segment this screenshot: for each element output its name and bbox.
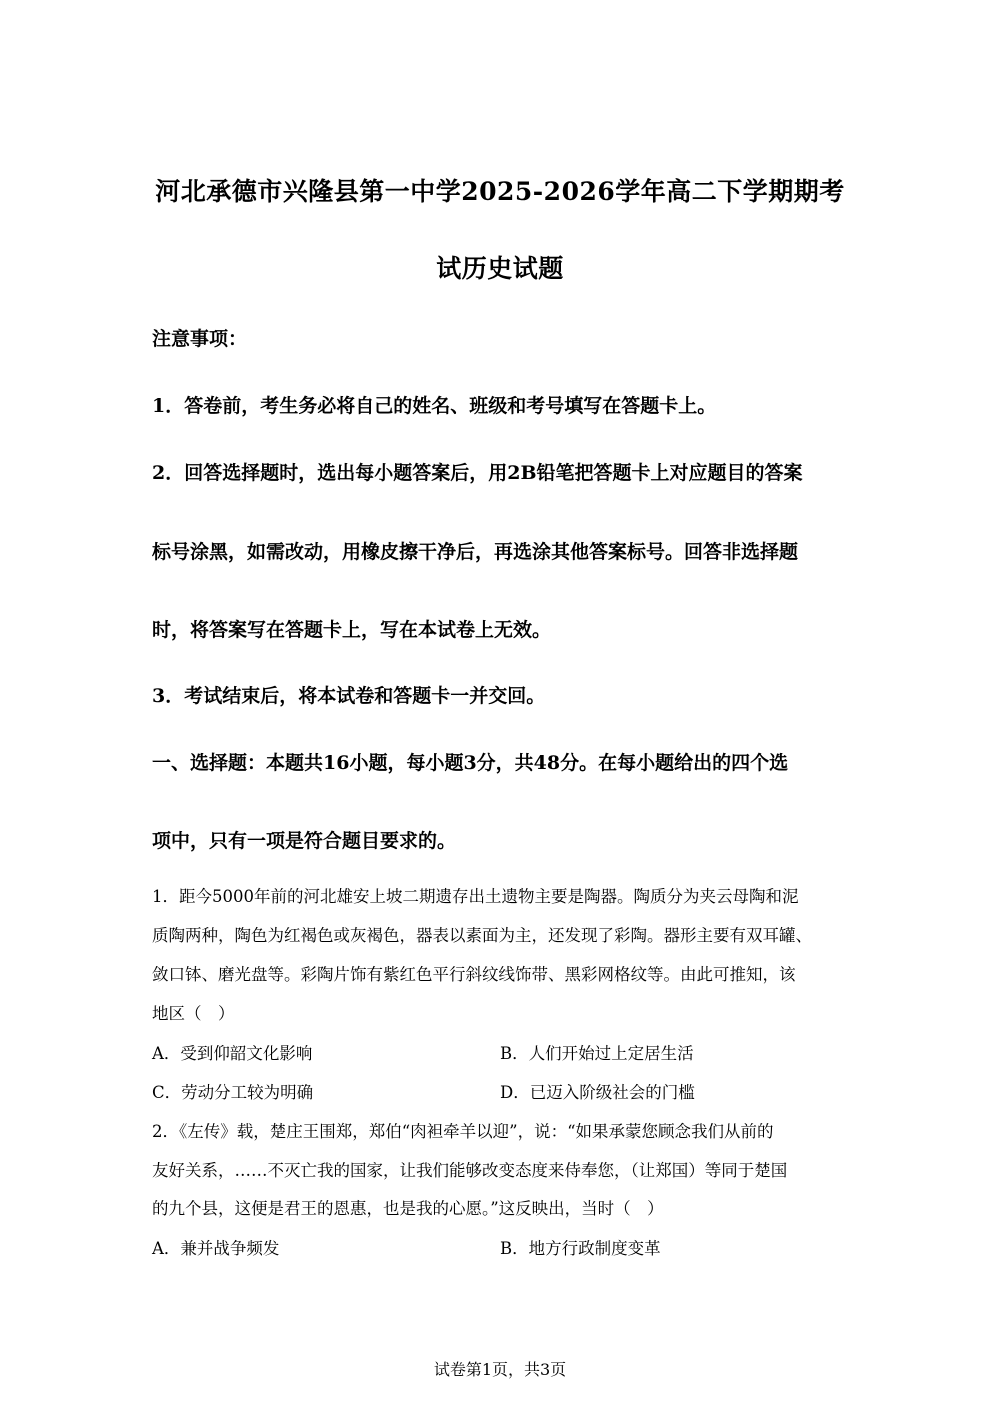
question-2-line-1: 2．《左传》载，楚庄王围郑，郑伯“肉袒牵羊以迎”，说：“如果承蒙您顾念我们从前的 bbox=[152, 1122, 774, 1141]
notice-item-1: 1．答卷前，考生务必将自己的姓名、班级和考号填写在答题卡上。 bbox=[152, 395, 717, 417]
question-1-line-4: 地区（ ） bbox=[152, 1004, 235, 1023]
notice-heading: 注意事项： bbox=[152, 328, 248, 350]
question-2-option-a: A．兼并战争频发 bbox=[152, 1239, 280, 1258]
exam-title-line-1: 河北承德市兴隆县第一中学2025-2026学年高二下学期期考 bbox=[155, 177, 845, 206]
notice-item-2-line-3: 时，将答案写在答题卡上，写在本试卷上无效。 bbox=[152, 619, 552, 641]
question-1-option-a: A．受到仰韶文化影响 bbox=[152, 1044, 313, 1063]
question-2-line-3: 的九个县，这便是君王的恩惠，也是我的心愿。”这反映出，当时（ ） bbox=[152, 1199, 664, 1218]
notice-item-3: 3．考试结束后，将本试卷和答题卡一并交回。 bbox=[152, 685, 546, 707]
question-1-option-b: B．人们开始过上定居生活 bbox=[500, 1044, 694, 1063]
notice-item-2-line-2: 标号涂黑，如需改动，用橡皮擦干净后，再选涂其他答案标号。回答非选择题 bbox=[152, 541, 799, 563]
question-1-option-c: C．劳动分工较为明确 bbox=[152, 1083, 314, 1102]
question-2-option-b: B．地方行政制度变革 bbox=[500, 1239, 661, 1258]
section-heading-line-1: 一、选择题：本题共16小题，每小题3分，共48分。在每小题给出的四个选 bbox=[152, 752, 789, 774]
question-1-option-d: D．已迈入阶级社会的门槛 bbox=[500, 1083, 695, 1102]
question-1-line-3: 敛口钵、磨光盘等。彩陶片饰有紫红色平行斜纹线饰带、黑彩网格纹等。由此可推知，该 bbox=[152, 965, 796, 984]
question-1-line-2: 质陶两种，陶色为红褐色或灰褐色，器表以素面为主，还发现了彩陶。器形主要有双耳罐、 bbox=[152, 926, 812, 945]
section-heading-line-2: 项中，只有一项是符合题目要求的。 bbox=[152, 830, 457, 852]
notice-item-2-line-1: 2．回答选择题时，选出每小题答案后，用2B铅笔把答题卡上对应题目的答案 bbox=[152, 462, 803, 484]
question-2-line-2: 友好关系，……不灭亡我的国家，让我们能够改变态度来侍奉您，（让郑国）等同于楚国 bbox=[152, 1161, 788, 1180]
question-1-line-1: 1．距今5000年前的河北雄安上坡二期遗存出土遗物主要是陶器。陶质分为夹云母陶和泥 bbox=[152, 887, 799, 906]
page-footer: 试卷第1页，共3页 bbox=[433, 1360, 567, 1379]
exam-title-line-2: 试历史试题 bbox=[436, 254, 564, 283]
